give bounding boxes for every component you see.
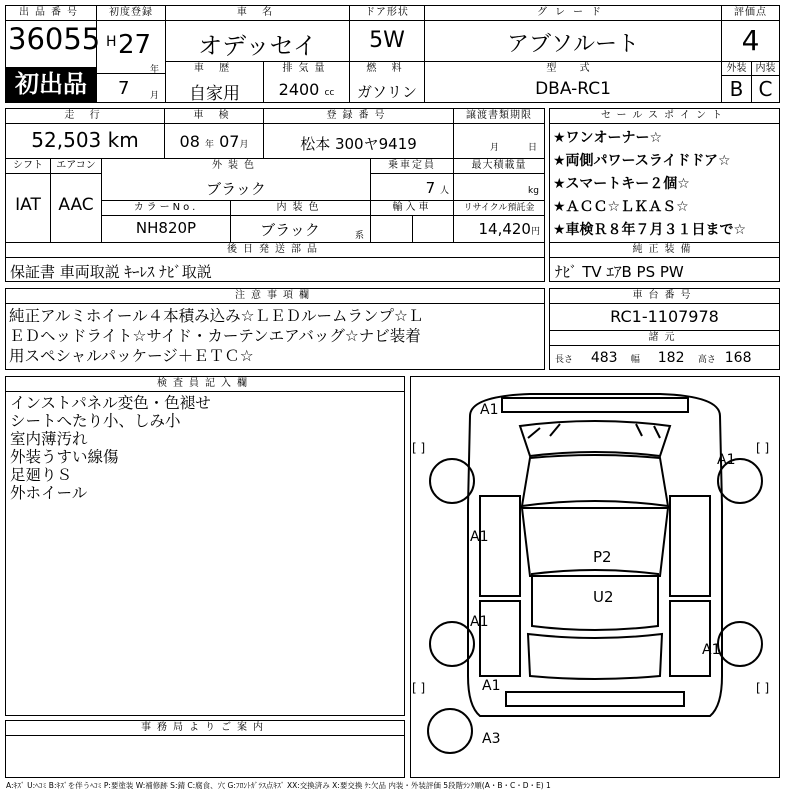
history: 自家用 (189, 84, 240, 104)
right-front-door (670, 496, 710, 596)
inspection-date: 08 年 07月 (179, 132, 249, 151)
wheel-rear-right (718, 622, 762, 666)
registration-number: 松本 300ヤ9419 (300, 135, 417, 153)
front-bumper (502, 398, 688, 412)
year-unit: 年 (150, 65, 160, 75)
shift-label: シフト (6, 159, 50, 174)
grade-label: グレード (425, 6, 721, 21)
bracket-left-rear: [ ] (412, 681, 426, 695)
model-label: 型 式 (425, 62, 721, 76)
exterior-color: ブラック (206, 180, 266, 198)
max-load-label: 最大積載量 (454, 159, 544, 174)
sales-point-item: ★ＡＣＣ☆ＬＫＡＳ☆ (553, 199, 689, 215)
score: 4 (741, 24, 760, 57)
damage-mark-rear-bumper: A3 (482, 731, 501, 747)
roof (522, 455, 668, 506)
chassis-number: RC1-1107978 (610, 307, 719, 326)
later-shipping-items: 保証書 車両取説 ｷｰﾚｽ ﾅﾋﾞ取説 (10, 263, 212, 281)
dimensions: 長さ 483 幅 182 高さ 168 (555, 350, 752, 366)
damage-mark-roof: P2 (593, 548, 612, 566)
spare-wheel (428, 709, 472, 753)
ac-label: エアコン (51, 159, 101, 174)
inspector-line: シートへたり小、しみ小 (10, 412, 181, 430)
interior-color-label: 内装色 (231, 201, 370, 216)
rear-hatch (528, 634, 662, 679)
recycle-label: リサイクル預託金 (454, 201, 544, 216)
max-load-unit: kg (528, 186, 539, 196)
bracket-left-front: [ ] (412, 441, 426, 455)
exterior-grade-label: 外装 (722, 62, 751, 76)
registration-label: 登録番号 (264, 109, 453, 124)
color-number: NH820P (135, 219, 197, 237)
inspector-notes (10, 394, 211, 502)
damage-mark-left-rear: A1 (482, 678, 501, 694)
car-damage-diagram (410, 376, 780, 778)
month-unit: 月 (150, 91, 160, 101)
inspector-line: インストパネル変色・色褪せ (10, 394, 211, 412)
model-code: DBA-RC1 (535, 79, 611, 99)
notes-line: ＥＤヘッドライト☆サイド・カーテンエアバッグ☆ナビ装着 (9, 327, 421, 345)
hood-lines (528, 424, 660, 438)
damage-mark-left-front-door: A1 (470, 529, 489, 545)
inspector-line: 外ホイール (10, 484, 88, 502)
damage-mark-front: A1 (480, 402, 499, 418)
wheel-front-left (430, 459, 474, 503)
lot-number: 36055 (8, 22, 101, 56)
car-name: オデッセイ (198, 32, 317, 60)
car-name-label: 車 名 (166, 6, 349, 21)
air-conditioner: AAC (58, 195, 94, 215)
transfer-deadline-label: 譲渡書類期限 (454, 109, 544, 124)
office-label: 事務局よりご案内 (6, 721, 404, 736)
sales-points-list (553, 127, 746, 242)
inspection-label: 車 検 (165, 109, 263, 124)
damage-mark-rear-hatch: U2 (593, 588, 614, 606)
interior-color: ブラック (260, 221, 320, 239)
era: H (106, 34, 117, 50)
interior-color-suffix: 系 (355, 231, 365, 241)
capacity: 7 人 (425, 179, 449, 197)
later-shipping-label: 後日発送部品 (6, 243, 544, 258)
bracket-right-front: [ ] (756, 441, 770, 455)
first-listing-badge: 初出品 (6, 67, 96, 102)
color-number-label: カラーNo. (102, 201, 230, 216)
damage-mark-left-rear-door: A1 (470, 614, 489, 630)
bracket-right-rear: [ ] (756, 681, 770, 695)
chassis-label: 車台番号 (550, 289, 779, 304)
grade: アブソルート (506, 32, 639, 57)
door-type: 5W (369, 28, 405, 53)
mileage: 52,503 km (31, 128, 139, 152)
fuel-label: 燃 料 (350, 62, 424, 76)
interior-grade-label: 内装 (752, 62, 779, 76)
rear-bumper (506, 692, 684, 706)
month: 7 (118, 78, 130, 99)
inspector-line: 外装うすい線傷 (10, 448, 119, 466)
notes-line: 純正アルミホイール４本積み込み☆ＬＥＤルームランプ☆Ｌ (9, 307, 424, 325)
lot-number-label: 出品番号 (6, 6, 96, 21)
transfer-day: 日 (528, 143, 538, 153)
sales-point-item: ★両側パワースライドドア☆ (553, 153, 731, 169)
dimensions-label: 諸元 (550, 331, 779, 346)
right-rear-door (670, 601, 710, 676)
shift: IAT (15, 195, 41, 215)
first-reg-label: 初度登録 (97, 6, 165, 21)
door-label: ドア形状 (350, 6, 424, 21)
displacement: 2400 cc (278, 80, 335, 99)
score-label: 評価点 (722, 6, 779, 21)
fuel: ガソリン (356, 83, 417, 101)
sales-point-item: ★車検Ｒ８年７月３１日まで☆ (553, 222, 747, 238)
sales-point-item: ★ワンオーナー☆ (553, 130, 663, 146)
inspector-line: 足廻りＳ (10, 466, 73, 484)
damage-mark-right-rear-wheel: A1 (702, 642, 721, 658)
windshield (520, 421, 670, 456)
left-front-door (480, 496, 520, 596)
capacity-label: 乗車定員 (371, 159, 453, 174)
inspector-line: 室内薄汚れ (10, 430, 88, 448)
year: 27 (118, 30, 152, 60)
recycle-fee: 14,420円 (478, 220, 540, 238)
notes-text (9, 306, 423, 366)
transfer-month: 月 (490, 143, 500, 153)
interior-grade: C (758, 77, 773, 101)
displacement-label: 排気量 (264, 62, 349, 76)
sales-points-label: セールスポイント (550, 109, 779, 124)
equipment-label: 純正装備 (550, 243, 779, 258)
sales-point-item: ★スマートキー２個☆ (553, 176, 690, 192)
import-label: 輸入車 (371, 201, 453, 216)
legend: A:ｷｽﾞ U:ﾍｺﾐ B:ｷｽﾞを伴うﾍｺﾐ P:要塗装 W:補修跡 S:錆 C:腐食、穴 G:ﾌﾛﾝﾄｶﾞﾗｽ点ｷｽﾞ XX:交換済み X:要交換 ｹ:欠品 内装・外装評価 5段階ﾗﾝｸ順(A・B・C・D・E) 1 (6, 781, 551, 790)
mileage-label: 走 行 (6, 109, 164, 124)
notes-label: 注意事項欄 (6, 289, 544, 304)
damage-mark-front-right-wheel: A1 (717, 452, 736, 468)
notes-line: 用スペシャルパッケージ＋ＥＴＣ☆ (9, 347, 254, 365)
equipment-items: ﾅﾋﾞ TV ｴｱB PS PW (555, 263, 684, 281)
exterior-color-label: 外装色 (102, 159, 370, 173)
exterior-grade: B (729, 77, 744, 101)
inspector-label: 検査員記入欄 (6, 377, 404, 392)
left-rear-door (480, 601, 520, 676)
history-label: 車 歴 (166, 62, 263, 76)
